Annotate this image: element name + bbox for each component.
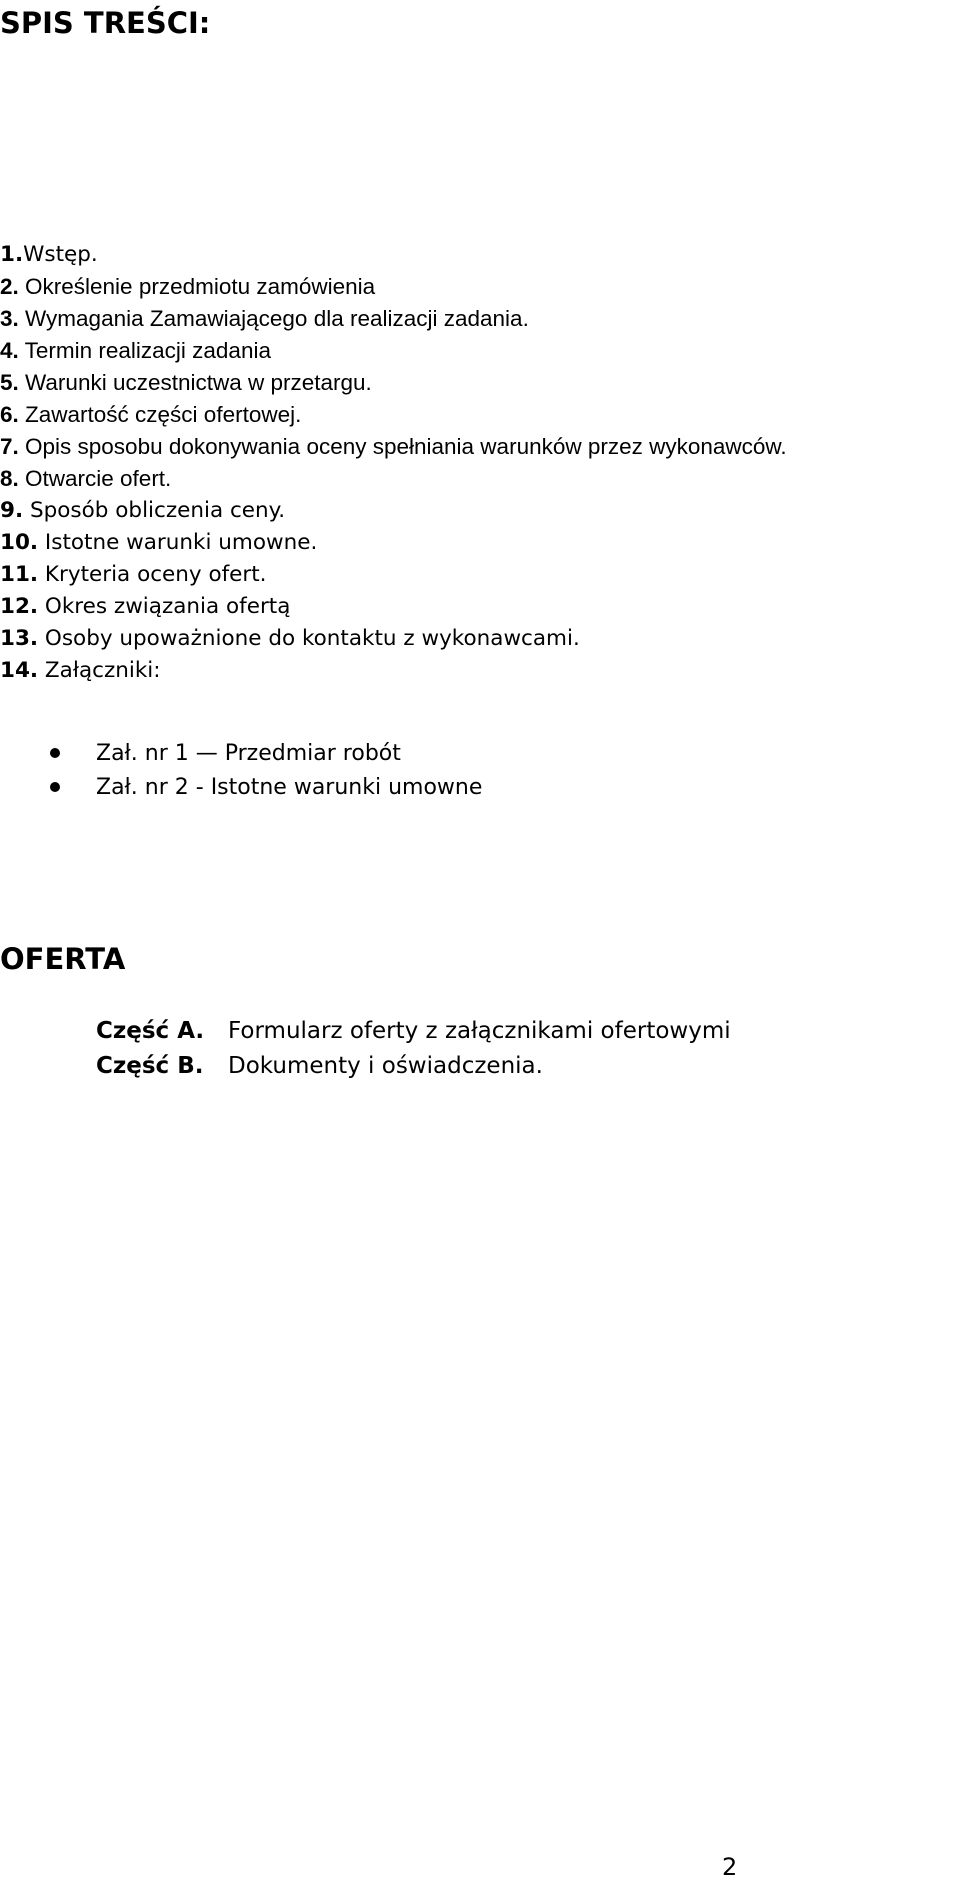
toc-item-text: Określenie przedmiotu zamówienia	[18, 274, 376, 299]
toc-item-number: 8.	[0, 466, 19, 491]
toc-item	[0, 303, 787, 335]
toc-item-text: Otwarcie ofert.	[18, 466, 172, 491]
toc-item-number: 3.	[0, 306, 19, 331]
bullet-icon	[50, 748, 60, 758]
toc-item-number: 4.	[0, 338, 19, 363]
toc-item-number: 13.	[0, 626, 39, 651]
offer-part-description: Dokumenty i oświadczenia.	[228, 1053, 543, 1079]
toc-item-number: 14.	[0, 658, 39, 683]
toc-item-text: Osoby upoważnione do kontaktu z wykonawcami.	[38, 626, 580, 651]
toc-item-number: 7.	[0, 434, 19, 459]
attachment-text: Zał. nr 1 — Przedmiar robót	[96, 741, 401, 766]
toc-item-text: Załączniki:	[38, 658, 161, 683]
toc-item	[0, 271, 787, 303]
offer-part-description: Formularz oferty z załącznikami ofertowymi	[228, 1018, 731, 1044]
toc-item	[0, 431, 787, 463]
toc-item	[0, 335, 787, 367]
attachment-text: Zał. nr 2 - Istotne warunki umowne	[96, 775, 483, 800]
toc-item-text: Zawartość części ofertowej.	[18, 402, 302, 427]
toc-item-number: 1.	[0, 242, 24, 267]
toc-item-text: Okres związania ofertą	[38, 594, 291, 619]
toc-item-number: 5.	[0, 370, 19, 395]
toc-item	[0, 367, 787, 399]
toc-item-number: 2.	[0, 274, 19, 299]
toc-item-number: 6.	[0, 402, 19, 427]
toc-item-number: 11.	[0, 562, 39, 587]
toc-item-number: 12.	[0, 594, 39, 619]
toc-item	[0, 399, 787, 431]
toc-item	[0, 559, 787, 591]
toc-item	[0, 239, 787, 271]
toc-item	[0, 463, 787, 495]
toc-item-text: Istotne warunki umowne.	[38, 530, 318, 555]
toc-list	[0, 239, 787, 687]
offer-part-label: Część B.	[96, 1053, 204, 1079]
toc-item-text: Termin realizacji zadania	[18, 338, 271, 363]
toc-item-text: Wstęp.	[23, 242, 98, 267]
toc-item-number: 10.	[0, 530, 39, 555]
toc-item-number: 9.	[0, 498, 24, 523]
toc-item	[0, 655, 787, 687]
offer-part-label: Część A.	[96, 1018, 205, 1044]
toc-item	[0, 527, 787, 559]
bullet-icon	[50, 782, 60, 792]
toc-item-text: Warunki uczestnictwa w przetargu.	[18, 370, 372, 395]
toc-item-text: Kryteria oceny ofert.	[38, 562, 267, 587]
toc-item-text: Wymagania Zamawiającego dla realizacji zadania.	[18, 306, 529, 331]
page-number: 2	[722, 1853, 738, 1881]
toc-item-text: Sposób obliczenia ceny.	[23, 498, 286, 523]
toc-item-text: Opis sposobu dokonywania oceny spełniania warunków przez wykonawców.	[18, 434, 787, 459]
toc-item	[0, 591, 787, 623]
toc-title: SPIS TREŚCI:	[0, 6, 211, 40]
toc-item	[0, 623, 787, 655]
offer-title: OFERTA	[0, 942, 126, 976]
toc-item	[0, 495, 787, 527]
